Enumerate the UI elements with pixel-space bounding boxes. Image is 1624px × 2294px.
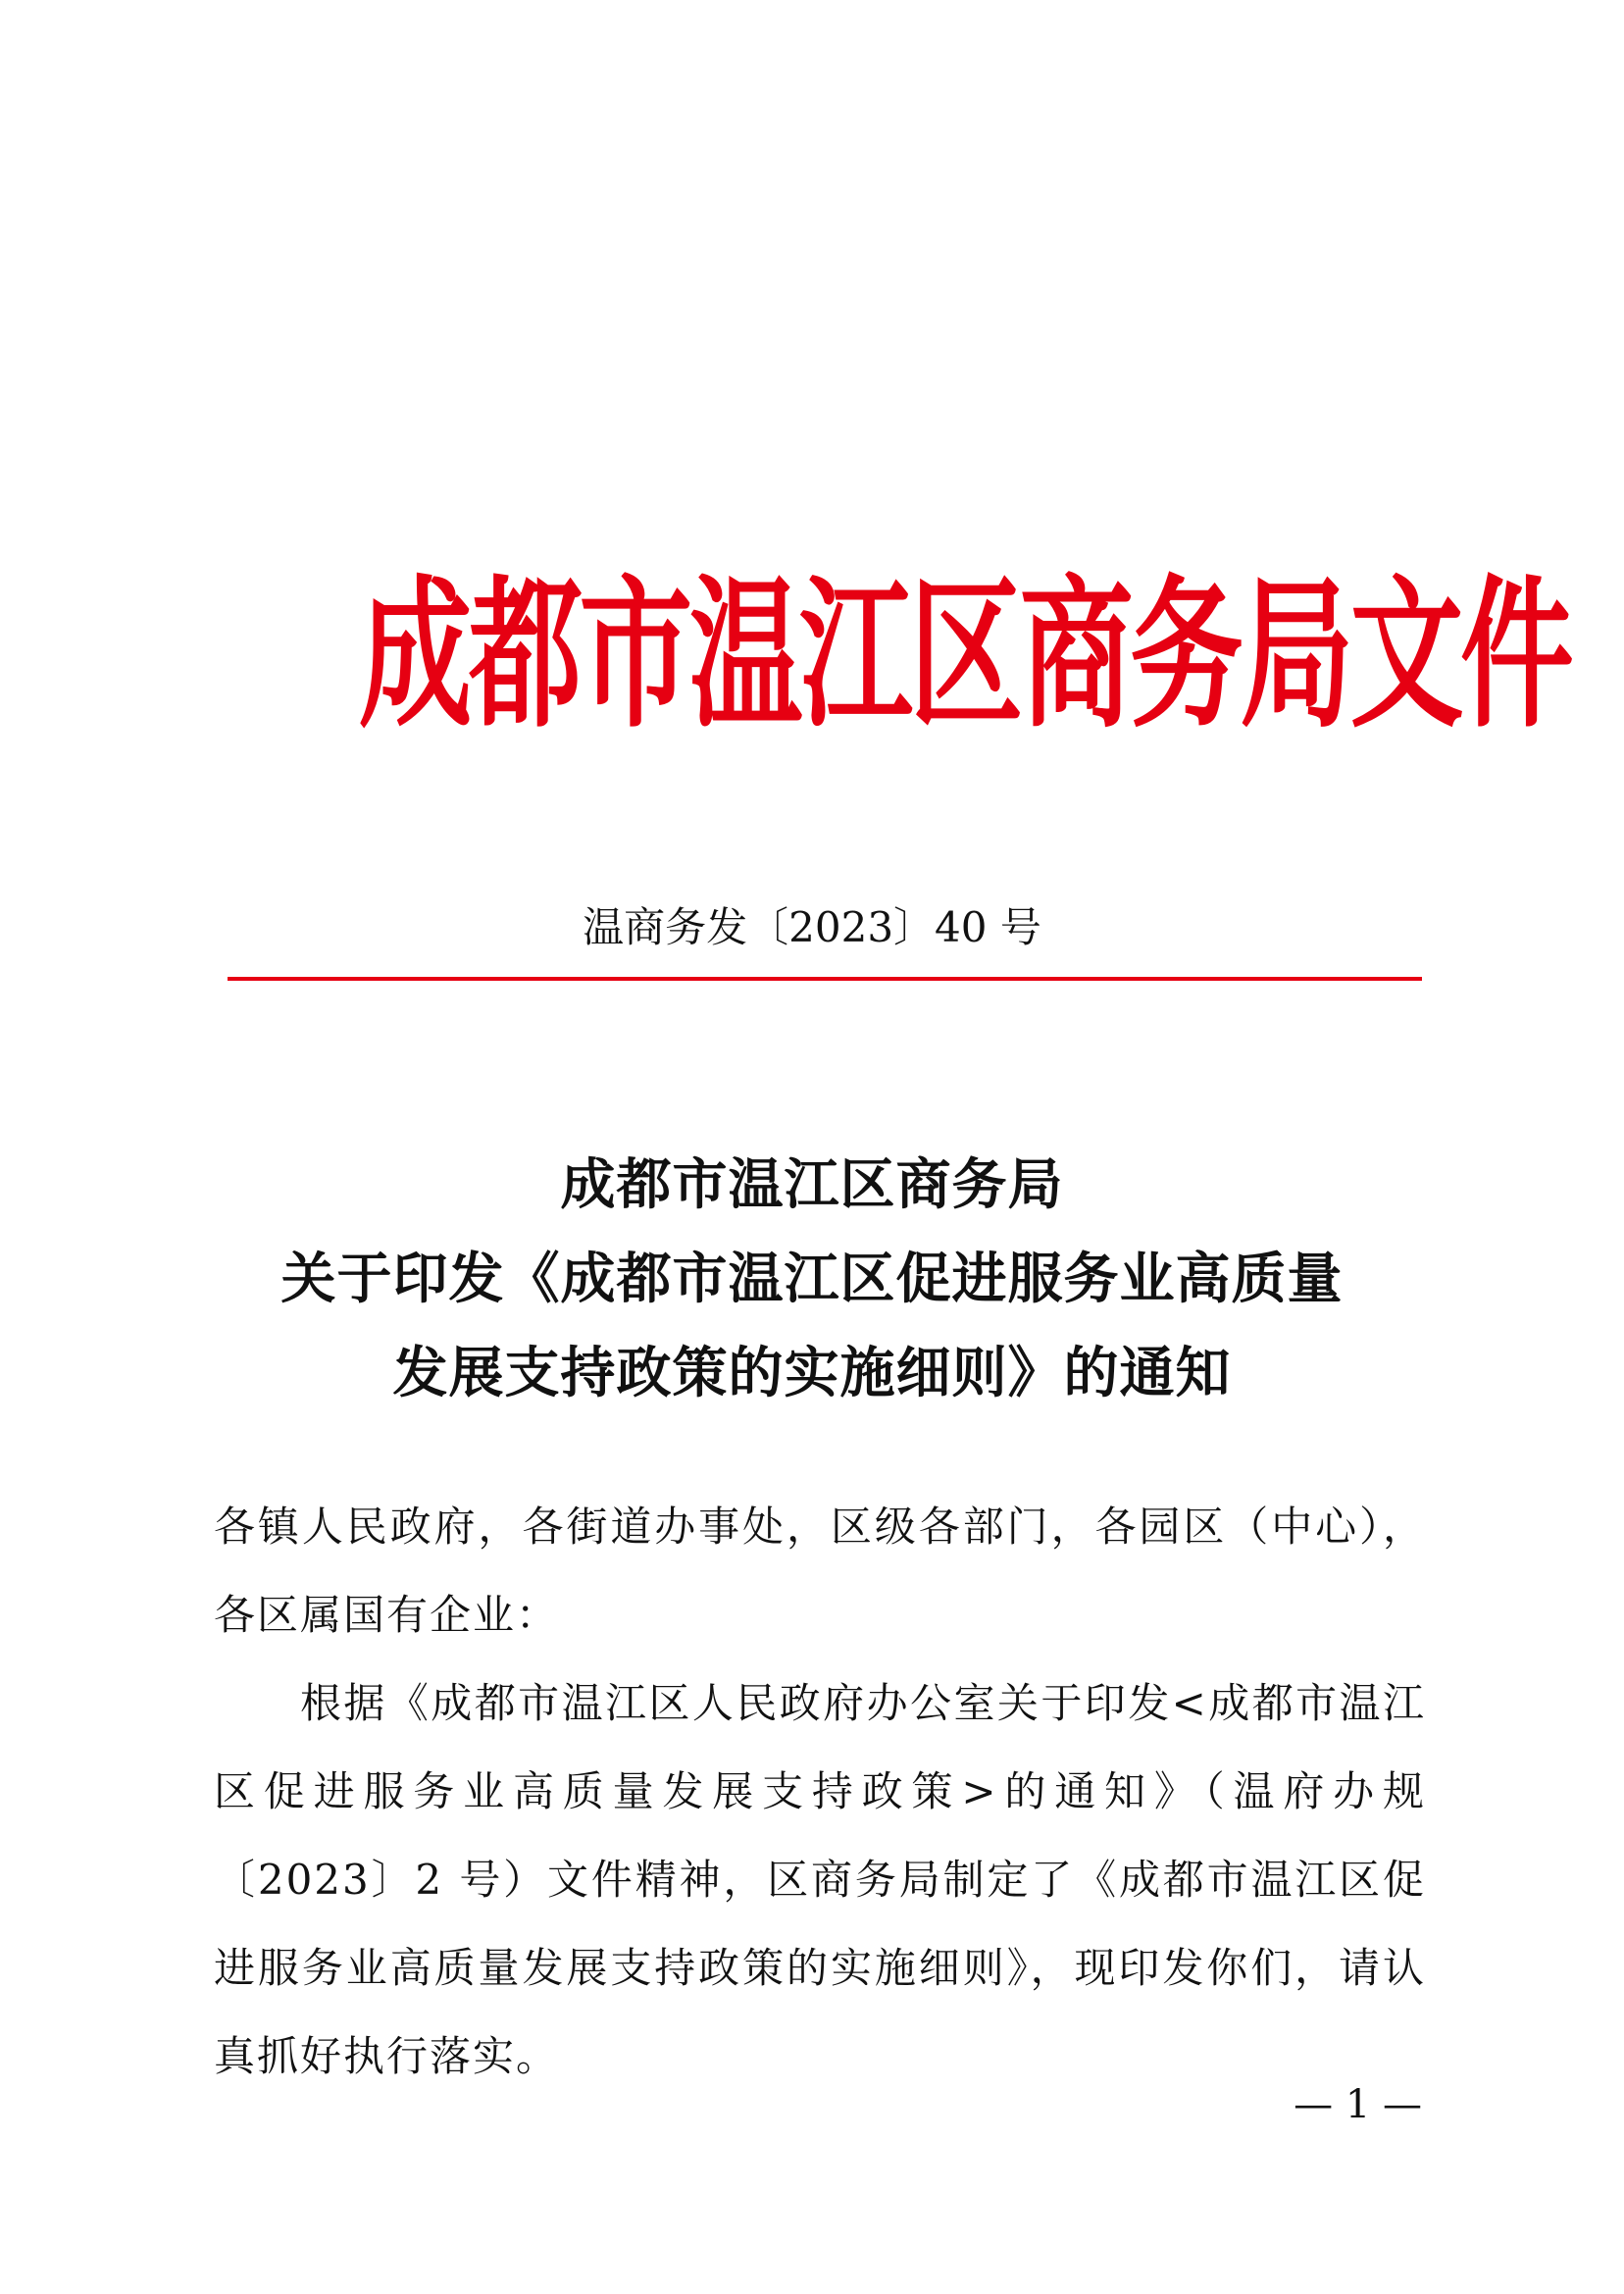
- addressee-paragraph: 各镇人民政府，各街道办事处，区级各部门，各园区（中心），各区属国有企业：: [214, 1503, 1426, 1639]
- title-line-2: 关于印发《成都市温江区促进服务业高质量: [280, 1247, 1344, 1311]
- notice-body: [214, 1483, 1426, 2101]
- title-line-3: 发展支持政策的实施细则》的通知: [392, 1341, 1232, 1405]
- page-number: — 1 —: [1294, 2082, 1422, 2127]
- red-divider-line: [228, 977, 1422, 981]
- document-number: 温商务发〔2023〕40 号: [583, 903, 1041, 951]
- body-paragraph: 根据《成都市温江区人民政府办公室关于印发<成都市温江区促进服务业高质量发展支持政策>的通知》（温府办规〔2023〕2 号）文件精神，区商务局制定了《成都市温江区促进服务业高质量发展支持政策的实施细则》，现印发你们，请认真抓好执行落实。: [214, 1679, 1426, 2080]
- notice-title: [177, 1138, 1447, 1420]
- title-line-1: 成都市温江区商务局: [560, 1152, 1064, 1217]
- masthead-title: 成都市温江区商务局文件: [358, 560, 1571, 750]
